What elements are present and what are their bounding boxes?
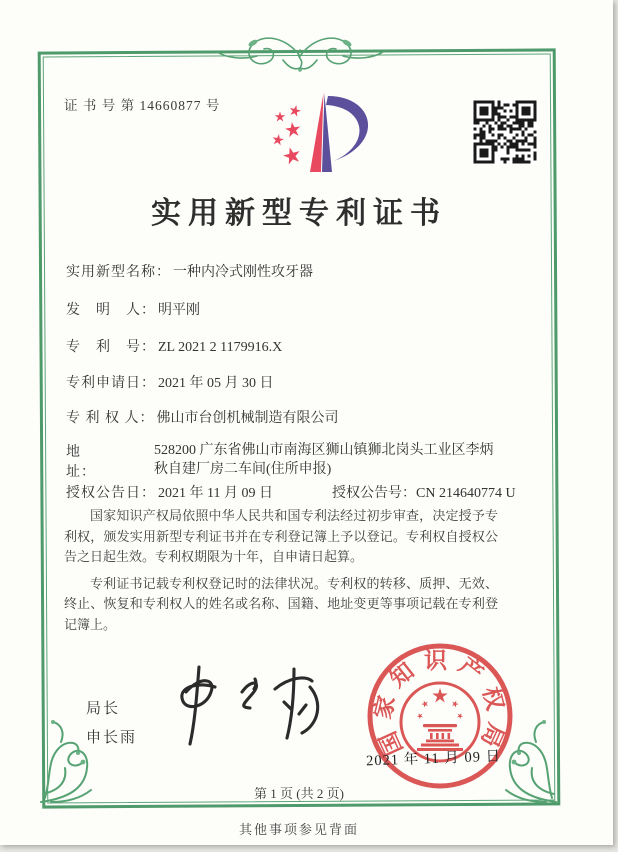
field-value: ZL 2021 2 1179916.X [158,340,283,355]
field-label: 专利申请日： [66,376,156,391]
commissioner-block [86,695,137,753]
field-value: 明平刚 [158,303,200,318]
field-value: 一种内冷式刚性攻牙器 [173,265,313,280]
grant-number [332,482,516,502]
certificate-title: 实用新型专利证书 [151,197,447,230]
handwritten-signature [158,662,333,750]
grant-number-label: 授权公告号： [332,486,416,501]
legal-paragraph-2: 专利证书记载专利权登记时的法律状况。专利权的转移、质押、无效、终止、恢复和专利权人的姓名或名称、国籍、地址变更等事项记载在专利登记簿上。 [64,575,498,632]
field-label: 专 利 号： [66,340,156,355]
legal-paragraph-1: 国家知识产权局依照中华人民共和国专利法经过初步审查，决定授予专利权，颁发实用新型专利证书并在专利登记簿上予以登记。专利权自授权公告之日起生效。专利权期限为十年，自申请日起算。 [64,508,498,564]
field-label: 专 利 权 人： [66,411,155,426]
field-inventor [66,299,200,319]
qr-code [472,99,538,165]
field-label: 发 明 人： [66,303,156,318]
grant-date-label: 授权公告日： [66,486,156,501]
back-side-note: 其他事项参见背面 [238,822,359,837]
top-flourish-ornament-icon [205,26,395,78]
field-address [66,441,502,481]
field-value: 528200 广东省佛山市南海区狮山镇狮北岗头工业区李炳秋自建厂房二车间(住所申报) [154,443,494,477]
cnipa-round-seal [362,638,518,794]
field-patent-number [66,336,282,356]
field-grant-announcement [66,482,516,502]
field-value: 佛山市台创机械制造有限公司 [156,411,339,426]
field-application-date [66,372,274,392]
field-label: 地 址： [66,445,126,480]
seal-date: 2021 年 11 月 09 日 [365,748,502,770]
commissioner-name: 申长雨 [86,730,138,746]
seal-text: 国家知识产权局 [370,647,510,759]
cnipa-logo-icon [252,84,402,176]
commissioner-title: 局长 [86,701,121,717]
field-label: 实用新型名称： [66,265,171,280]
grant-date-value: 2021 年 11 月 09 日 [158,486,273,501]
page-number: 第 1 页 (共 2 页) [254,786,344,801]
field-utility-model-name [66,261,313,281]
field-patentee [66,407,339,427]
field-value: 2021 年 05 月 30 日 [158,376,274,391]
certificate-number: 证 书 号 第 14660877 号 [64,98,221,113]
legal-text [64,506,498,635]
grant-number-value: CN 214640774 U [416,486,516,501]
